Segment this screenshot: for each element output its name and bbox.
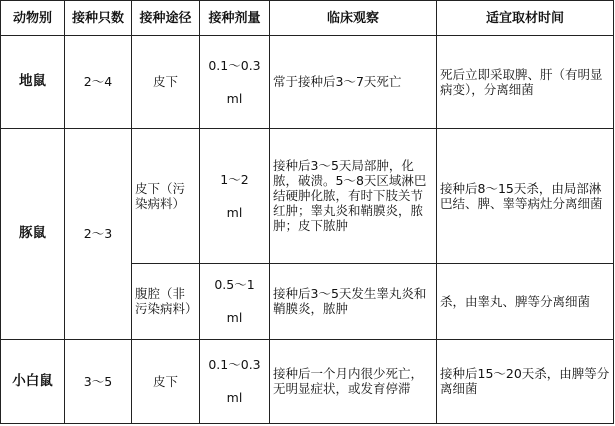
dose-value: 1～2: [220, 171, 249, 187]
count-cell: 2～4: [65, 36, 132, 129]
sampling-cell: 接种后8～15天杀，由局部淋巴结、脾、睾等病灶分离细菌: [437, 128, 614, 263]
dose-cell: [200, 339, 270, 423]
header-animal: 动物别: [1, 1, 65, 36]
dose-unit: ml: [226, 310, 243, 326]
header-count: 接种只数: [65, 1, 132, 36]
dose-unit: ml: [226, 204, 243, 220]
dose-unit: ml: [226, 390, 243, 406]
observation-cell: 常于接种后3～7天死亡: [270, 36, 437, 129]
sampling-cell: 杀，由睾丸、脾等分离细菌: [437, 263, 614, 339]
dose-value: 0.1～0.3: [208, 357, 261, 373]
dose-value: 0.1～0.3: [208, 57, 261, 73]
sampling-cell: 接种后15～20天杀，由脾等分离细菌: [437, 339, 614, 423]
route-cell: 皮下（污染病料）: [132, 128, 200, 263]
header-row: [1, 1, 614, 36]
observation-cell: 接种后3～5天发生睾丸炎和鞘膜炎，脓肿: [270, 263, 437, 339]
count-cell: 2～3: [65, 128, 132, 339]
animal-cell: 地鼠: [1, 36, 65, 129]
dose-cell: [200, 128, 270, 263]
sampling-cell: 死后立即采取脾、肝（有明显病变），分离细菌: [437, 36, 614, 129]
dose-value: 0.5～1: [214, 277, 255, 293]
dose-cell: [200, 263, 270, 339]
observation-cell: 接种后3～5天局部肿，化脓，破溃。5～8天区域淋巴结硬肿化脓，有时下肢关节红肿；睾丸炎和鞘膜炎，脓肿；皮下脓肿: [270, 128, 437, 263]
animal-cell: 小白鼠: [1, 339, 65, 423]
animal-cell: 豚鼠: [1, 128, 65, 339]
header-sampling: 适宜取材时间: [437, 1, 614, 36]
observation-cell: 接种后一个月内很少死亡，无明显症状，或发育停滞: [270, 339, 437, 423]
dose-unit: ml: [226, 90, 243, 106]
route-cell: 皮下: [132, 36, 200, 129]
table-row: [1, 339, 614, 423]
header-route: 接种途径: [132, 1, 200, 36]
dose-cell: [200, 36, 270, 129]
table-row: [1, 128, 614, 263]
header-dose: 接种剂量: [200, 1, 270, 36]
table-row: [1, 36, 614, 129]
count-cell: 3～5: [65, 339, 132, 423]
route-cell: 腹腔（非污染病料）: [132, 263, 200, 339]
header-observation: 临床观察: [270, 1, 437, 36]
route-cell: 皮下: [132, 339, 200, 423]
